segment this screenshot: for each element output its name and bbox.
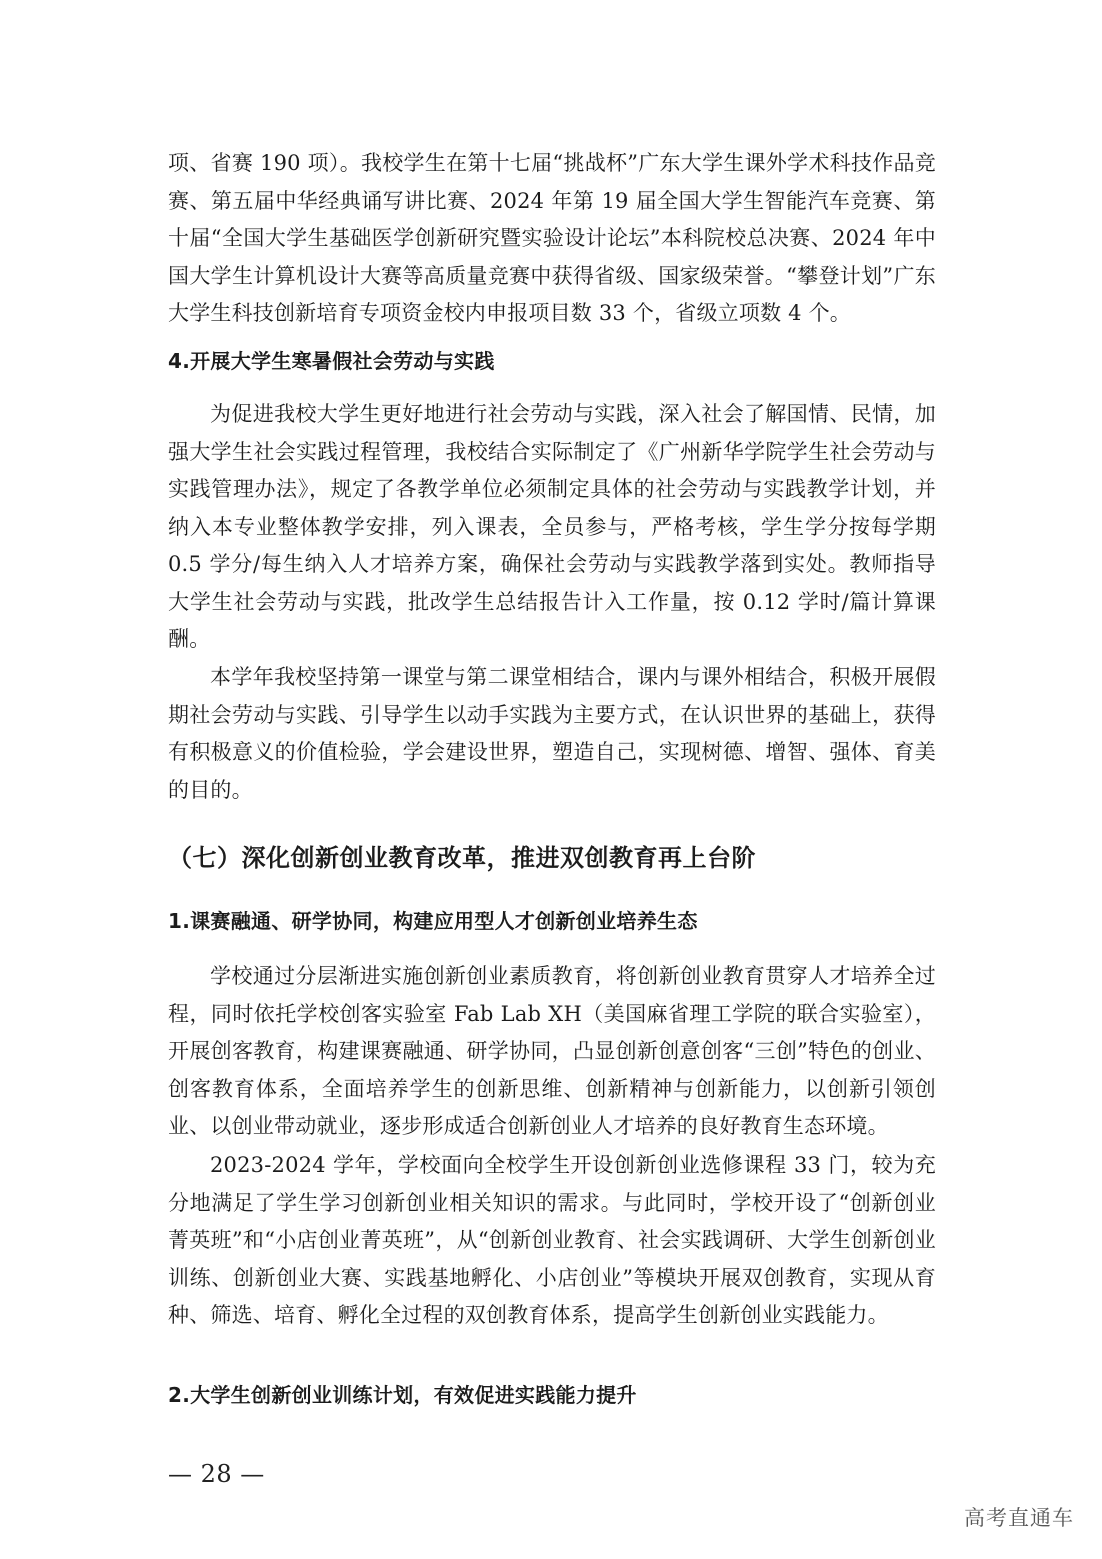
heading-4-labor-practice: 4.开展大学生寒暑假社会劳动与实践 <box>168 349 495 373</box>
heading-1-course-competition: 1.课赛融通、研学协同，构建应用型人才创新创业培养生态 <box>168 909 698 933</box>
section-7-title: （七）深化创新创业教育改革，推进双创教育再上台阶 <box>168 844 756 872</box>
paragraph-labor-practice-rules: 为促进我校大学生更好地进行社会劳动与实践，深入社会了解国情、民情，加强大学生社会实践过程管理，我校结合实际制定了《广州新华学院学生社会劳动与实践管理办法》，规定了各教学单位必须制定具体的社会劳动与实践教学计划，并纳入本专业整体教学安排，列入课表，全员参与，严格考核，学生学分按每学期 0.5 学分/每生纳入人才培养方案，确保社会劳动与实践教学落到实处。教师指导大学生社会劳动与实践，批改学生总结报告计入工作量，按 0.12 学时/篇计算课酬。 <box>168 402 936 651</box>
watermark-text: 高考直通车 <box>964 1506 1074 1530</box>
paragraph-intro: 项、省赛 190 项）。我校学生在第十七届“挑战杯”广东大学生课外学术科技作品竞赛、第五届中华经典诵写讲比赛、2024 年第 19 届全国大学生智能汽车竞赛、第十届“全国大学生基础医学创新研究暨实验设计论坛”本科院校总决赛、2024 年中国大学生计算机设计大赛等高质量竞赛中获得省级、国家级荣誉。“攀登计划”广东大学生科技创新培育专项资金校内申报项目数 33 个，省级立项数 4 个。 <box>168 151 936 325</box>
paragraph-elective-courses: 2023-2024 学年，学校面向全校学生开设创新创业选修课程 33 门，较为充分地满足了学生学习创新创业相关知识的需求。与此同时，学校开设了“创新创业菁英班”和“小店创业菁英班”，从“创新创业教育、社会实践调研、大学生创新创业训练、创新创业大赛、实践基地孵化、小店创业”等模块开展双创教育，实现从育种、筛选、培育、孵化全过程的双创教育体系，提高学生创新创业实践能力。 <box>168 1153 936 1327</box>
heading-2-training-plan: 2.大学生创新创业训练计划，有效促进实践能力提升 <box>168 1383 637 1407</box>
paragraph-labor-practice-summary: 本学年我校坚持第一课堂与第二课堂相结合，课内与课外相结合，积极开展假期社会劳动与实践、引导学生以动手实践为主要方式，在认识世界的基础上，获得有积极意义的价值检验，学会建设世界，塑造自己，实现树德、增智、强体、育美的目的。 <box>168 665 936 802</box>
paragraph-innovation-education: 学校通过分层渐进实施创新创业素质教育，将创新创业教育贯穿人才培养全过程，同时依托学校创客实验室 Fab Lab XH（美国麻省理工学院的联合实验室），开展创客教育，构建课赛融通、研学协同，凸显创新创意创客“三创”特色的创业、创客教育体系，全面培养学生的创新思维、创新精神与创新能力，以创新引领创业、以创业带动就业，逐步形成适合创新创业人才培养的良好教育生态环境。 <box>168 964 936 1138</box>
page-number: — 28 — <box>168 1460 265 1488</box>
